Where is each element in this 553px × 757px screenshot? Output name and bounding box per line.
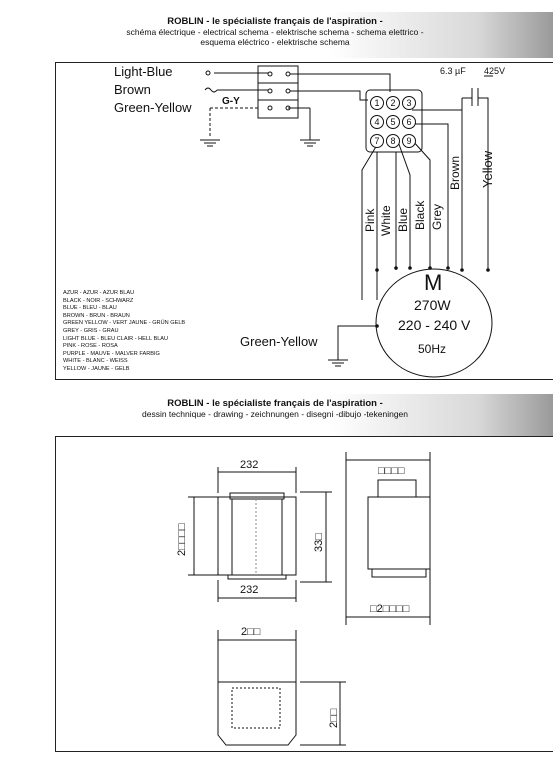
input-label-brown: Brown — [114, 82, 151, 97]
terminal-8: 8 — [386, 134, 400, 148]
gy-label: G-Y — [222, 96, 240, 107]
dim-bottom-width: 2□□ — [241, 626, 261, 638]
legend-item: WHITE - BLANC - WEISS — [63, 358, 128, 365]
wire-label-blue: Blue — [396, 207, 410, 232]
terminal-9: 9 — [402, 134, 416, 148]
wire-label-white: White — [379, 205, 393, 236]
wire-label-pink: Pink — [363, 208, 377, 232]
wire-label-brown: Brown — [448, 155, 462, 190]
terminal-4: 4 — [370, 115, 384, 129]
wire-label-grey: Grey — [430, 203, 444, 230]
front-view-body — [218, 497, 296, 575]
legend-item: GREEN YELLOW - VERT JAUNE - GRÜN GELB — [63, 320, 186, 327]
capacitor-voltage: 425V — [484, 66, 506, 76]
technical-title: ROBLIN - le spécialiste français de l'aspiration - — [167, 398, 383, 409]
wire-label-yellow: Yellow — [480, 150, 495, 188]
input-label-green-yellow: Green-Yellow — [114, 100, 192, 115]
terminal-6: 6 — [402, 115, 416, 129]
capacitor-capacity: 6.3 µF — [440, 66, 466, 76]
legend-item: BLACK - NOIR - SCHWARZ — [63, 297, 134, 304]
motor-power: 270W — [414, 297, 451, 313]
dim-front-bottom-width: 232 — [240, 584, 259, 596]
legend-item: GREY - GRIS - GRAU — [63, 327, 119, 334]
electrical-subtitle-1: schéma électrique - electrical schema - elektrische schema - schema elettrico - — [126, 27, 424, 37]
ground-label-green-yellow: Green-Yellow — [240, 334, 318, 349]
dim-front-left-height: 2□□□□ — [176, 523, 188, 556]
bottom-view-body — [218, 682, 296, 745]
terminal-1: 1 — [370, 96, 384, 110]
legend-item: AZUR - AZUR - AZUR BLAU — [63, 290, 135, 296]
motor-frequency: 50Hz — [418, 342, 447, 356]
side-view-body — [368, 497, 430, 569]
legend-item: BLUE - BLEU - BLAU — [63, 305, 117, 312]
terminal-5: 5 — [386, 115, 400, 129]
electrical-title: ROBLIN - le spécialiste français de l'aspiration - — [167, 16, 383, 27]
wire-label-black: Black — [413, 200, 427, 230]
legend-item: PINK - ROSE - ROSA — [63, 343, 118, 350]
input-label-light-blue: Light-Blue — [114, 64, 173, 79]
electrical-subtitle-2: esquema eléctrico - elektrische schema — [200, 37, 350, 47]
terminal-3: 3 — [402, 96, 416, 110]
dim-bottom-depth: 2□□ — [328, 708, 340, 728]
legend-item: LIGHT BLUE - BLEU CLAIR - HELL BLAU — [63, 335, 169, 342]
dim-side-bottom: □2□□□□ — [370, 603, 410, 615]
motor-voltage: 220 - 240 V — [398, 317, 471, 333]
terminal-2: 2 — [386, 96, 400, 110]
legend-item: PURPLE - MAUVE - MALVER FARBIG — [63, 350, 160, 357]
dim-side-top: □□□□ — [378, 465, 405, 477]
dim-front-top-width: 232 — [240, 459, 259, 471]
legend-item: YELLOW - JAUNE - GELB — [63, 365, 130, 372]
dim-front-height: 33□ — [313, 533, 325, 552]
terminal-7: 7 — [370, 134, 384, 148]
technical-subtitle: dessin technique - drawing - zeichnungen - disegni -dibujo -tekeningen — [141, 409, 409, 419]
motor-symbol: M — [424, 270, 443, 295]
legend-item: BROWN - BRUN - BRAUN — [63, 312, 130, 319]
